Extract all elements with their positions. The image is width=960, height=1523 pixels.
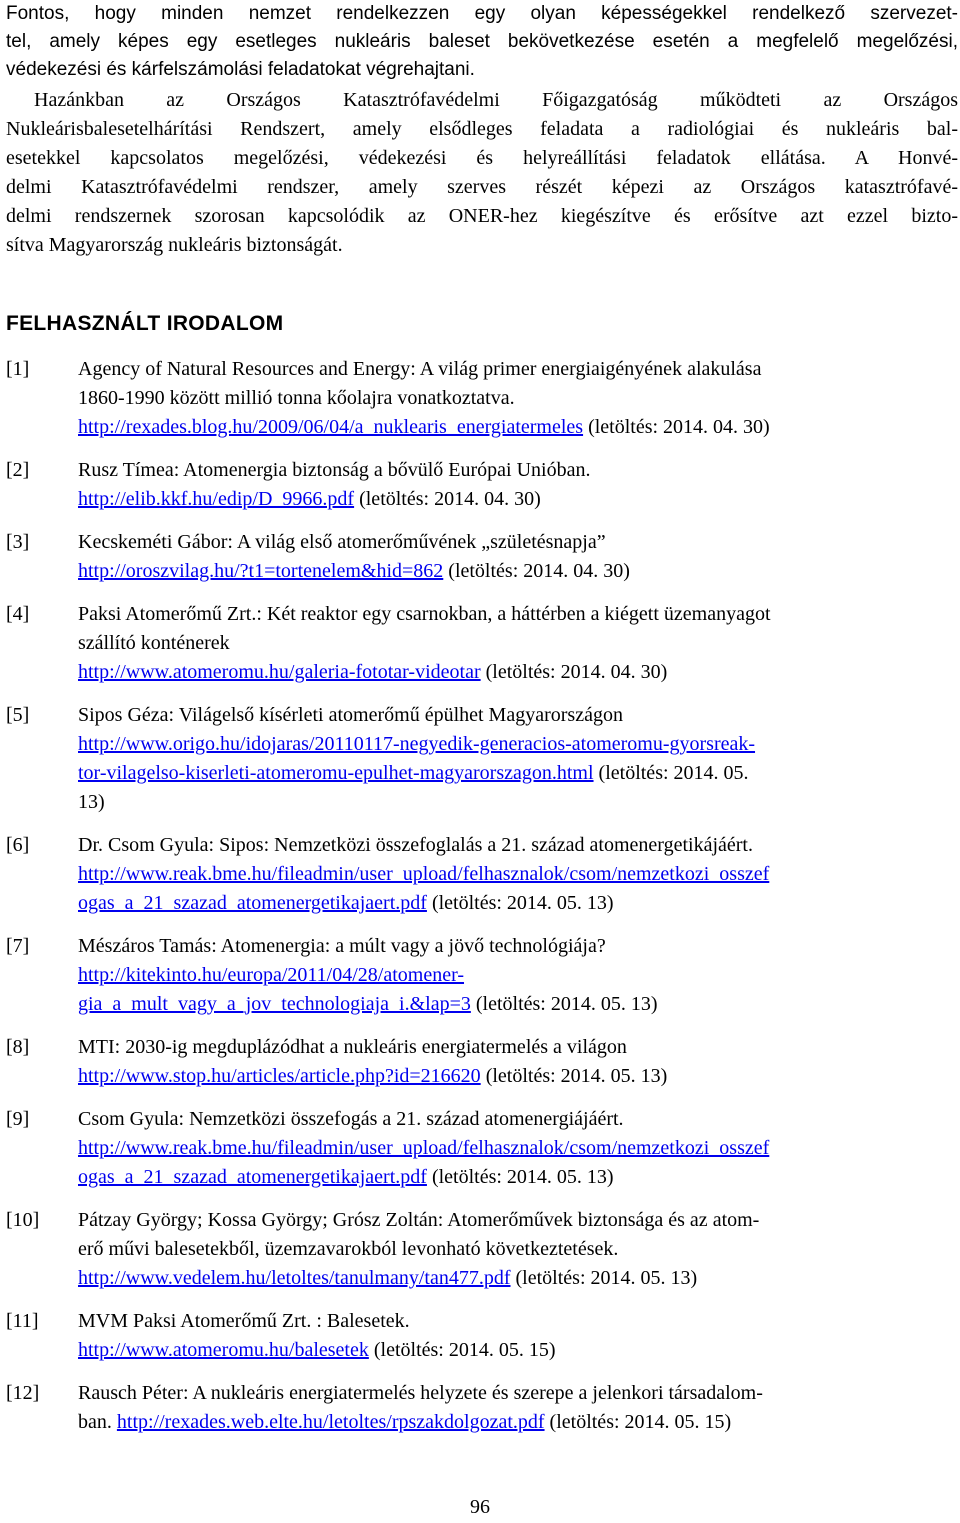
reference-text: szállító konténerek xyxy=(78,632,230,654)
reference-number: [11] xyxy=(6,1310,39,1332)
reference-link[interactable]: http://www.stop.hu/articles/article.php?id=216620 xyxy=(78,1065,481,1087)
reference-text: 1860-1990 között millió tonna kőolajra vonatkoztatva. xyxy=(78,387,515,409)
reference-link[interactable]: http://www.atomeromu.hu/galeria-fototar-videotar xyxy=(78,661,481,683)
reference-text: (letöltés: 2014. 04. 30) xyxy=(354,488,541,510)
reference-text: Paksi Atomerőmű Zrt.: Két reaktor egy csarnokban, a háttérben a kiégett üzemanyagot xyxy=(78,603,771,625)
reference-line xyxy=(78,456,958,485)
reference-link[interactable]: gia_a_mult_vagy_a_jov_technologiaja_i.&lap=3 xyxy=(78,993,471,1015)
paragraph-line: Hazánkban az Országos Katasztrófavédelmi Főigazgatóság működteti az Országos xyxy=(34,89,958,111)
reference-text: (letöltés: 2014. 05. 13) xyxy=(480,1065,668,1087)
reference-line xyxy=(78,384,958,413)
reference-text: (letöltés: 2014. 04. 30) xyxy=(480,661,668,683)
reference-text: Agency of Natural Resources and Energy: A világ primer energiaigényének alakulása xyxy=(78,358,762,380)
paragraph-line: delmi rendszernek szorosan kapcsolódik az ONER-hez kiegészítve és erősítve azt ezzel bizto- xyxy=(6,205,958,227)
reference-item xyxy=(6,1379,958,1437)
reference-number: [4] xyxy=(6,603,30,625)
reference-text: (letöltés: 2014. 04. 30) xyxy=(583,416,770,438)
oner-paragraph xyxy=(6,86,958,260)
reference-body xyxy=(78,932,958,1019)
reference-line xyxy=(78,1062,958,1091)
reference-text: Csom Gyula: Nemzetközi összefogás a 21. század atomenergiájáért. xyxy=(78,1108,624,1130)
reference-body xyxy=(78,1206,958,1293)
page-number: 96 xyxy=(470,1496,490,1518)
reference-line xyxy=(78,485,958,514)
reference-text: ban. xyxy=(78,1411,117,1433)
reference-body xyxy=(78,701,958,817)
reference-line xyxy=(78,1206,958,1235)
reference-text: Kecskeméti Gábor: A világ első atomerőművének „születésnapja” xyxy=(78,531,606,553)
reference-line xyxy=(78,1336,958,1365)
reference-text: (letöltés: 2014. 05. 13) xyxy=(510,1267,698,1289)
reference-text: (letöltés: 2014. 05. 13) xyxy=(426,1166,614,1188)
reference-link[interactable]: http://www.reak.bme.hu/fileadmin/user_upload/felhasznalok/csom/nemzetkozi_osszef xyxy=(78,1137,770,1159)
reference-line xyxy=(78,932,958,961)
reference-body xyxy=(78,1105,958,1192)
reference-link[interactable]: http://www.vedelem.hu/letoltes/tanulmany/tan477.pdf xyxy=(78,1267,511,1289)
reference-line xyxy=(78,557,958,586)
reference-body xyxy=(78,1379,958,1437)
reference-line xyxy=(78,831,958,860)
reference-line xyxy=(78,629,958,658)
reference-link[interactable]: ogas_a_21_szazad_atomenergetikajaert.pdf xyxy=(78,892,427,914)
intro-paragraph xyxy=(6,0,958,84)
reference-text: MTI: 2030-ig megduplázódhat a nukleáris energiatermelés a világon xyxy=(78,1036,627,1058)
reference-link[interactable]: http://oroszvilag.hu/?t1=tortenelem&hid=862 xyxy=(78,560,444,582)
reference-line xyxy=(78,1408,958,1437)
reference-number: [5] xyxy=(6,704,30,726)
reference-number: [2] xyxy=(6,459,30,481)
reference-line xyxy=(78,1163,958,1192)
reference-number: [7] xyxy=(6,935,30,957)
reference-list xyxy=(6,355,958,1451)
reference-body xyxy=(78,1307,958,1365)
reference-link[interactable]: http://rexades.blog.hu/2009/06/04/a_nuklearis_energiatermeles xyxy=(78,416,584,438)
reference-text: Rusz Tímea: Atomenergia biztonság a bővülő Európai Unióban. xyxy=(78,459,591,481)
reference-item xyxy=(6,1206,958,1293)
reference-number: [1] xyxy=(6,358,30,380)
reference-text: Pátzay György; Kossa György; Grósz Zoltán: Atomerőművek biztonsága és az atom- xyxy=(78,1209,760,1231)
reference-text: Dr. Csom Gyula: Sipos: Nemzetközi összefoglalás a 21. század atomenergetikájáért. xyxy=(78,834,753,856)
reference-item xyxy=(6,456,958,514)
reference-item xyxy=(6,701,958,817)
reference-item xyxy=(6,528,958,586)
reference-line xyxy=(78,1379,958,1408)
reference-line xyxy=(78,355,958,384)
paragraph-line: sítva Magyarország nukleáris biztonságát. xyxy=(6,234,343,256)
reference-line xyxy=(78,759,958,788)
reference-line xyxy=(78,961,958,990)
paragraph-line: tel, amely képes egy esetleges nukleáris baleset bekövetkezése esetén a megfelelő megelőzési, xyxy=(6,31,958,52)
reference-body xyxy=(78,528,958,586)
reference-link[interactable]: http://www.atomeromu.hu/balesetek xyxy=(78,1339,369,1361)
reference-number: [9] xyxy=(6,1108,30,1130)
paragraph-line: delmi Katasztrófavédelmi rendszer, amely szerves részét képezi az Országos katasztrófavé- xyxy=(6,176,958,198)
reference-text: (letöltés: 2014. 04. 30) xyxy=(443,560,630,582)
reference-line xyxy=(78,1134,958,1163)
reference-body xyxy=(78,456,958,514)
reference-text: (letöltés: 2014. 05. xyxy=(593,762,749,784)
reference-number: [3] xyxy=(6,531,30,553)
reference-line xyxy=(78,1264,958,1293)
reference-link[interactable]: http://rexades.web.elte.hu/letoltes/rpszakdolgozat.pdf xyxy=(116,1411,545,1433)
paragraph-line: Fontos, hogy minden nemzet rendelkezzen egy olyan képességekkel rendelkező szervezet- xyxy=(6,3,958,24)
reference-link[interactable]: ogas_a_21_szazad_atomenergetikajaert.pdf xyxy=(78,1166,427,1188)
reference-line xyxy=(78,701,958,730)
reference-link[interactable]: http://www.origo.hu/idojaras/20110117-negyedik-generacios-atomeromu-gyorsreak- xyxy=(78,733,756,755)
reference-number: [6] xyxy=(6,834,30,856)
reference-body xyxy=(78,600,958,687)
reference-item xyxy=(6,600,958,687)
reference-link[interactable]: tor-vilagelso-kiserleti-atomeromu-epulhet-magyarorszagon.html xyxy=(78,762,594,784)
reference-text: Sipos Géza: Világelső kísérleti atomerőmű épülhet Magyarországon xyxy=(78,704,623,726)
reference-body xyxy=(78,831,958,918)
reference-text: 13) xyxy=(78,791,105,813)
reference-text: Rausch Péter: A nukleáris energiatermelés helyzete és szerepe a jelenkori társadalom- xyxy=(78,1382,763,1404)
reference-item xyxy=(6,1307,958,1365)
reference-line xyxy=(78,1235,958,1264)
reference-link[interactable]: http://elib.kkf.hu/edip/D_9966.pdf xyxy=(78,488,355,510)
paragraph-line: esetekkel kapcsolatos megelőzési, védekezési és helyreállítási feladatok ellátása. A Honvé- xyxy=(6,147,958,169)
reference-line xyxy=(78,658,958,687)
reference-number: [12] xyxy=(6,1382,40,1404)
reference-line xyxy=(78,528,958,557)
reference-line xyxy=(78,413,958,442)
paragraph-line: Nukleárisbalesetelhárítási Rendszert, amely elsődleges feladata a radiológiai és nukleáris bal- xyxy=(6,118,958,140)
reference-text: MVM Paksi Atomerőmű Zrt. : Balesetek. xyxy=(78,1310,410,1332)
reference-line xyxy=(78,1033,958,1062)
reference-line xyxy=(78,889,958,918)
reference-body xyxy=(78,1033,958,1091)
reference-text: Mészáros Tamás: Atomenergia: a múlt vagy a jövő technológiája? xyxy=(78,935,606,957)
reference-item xyxy=(6,1033,958,1091)
reference-link[interactable]: http://www.reak.bme.hu/fileadmin/user_upload/felhasznalok/csom/nemzetkozi_osszef xyxy=(78,863,770,885)
reference-text: (letöltés: 2014. 05. 13) xyxy=(426,892,614,914)
reference-line xyxy=(78,788,958,817)
reference-item xyxy=(6,831,958,918)
reference-line xyxy=(78,860,958,889)
reference-item xyxy=(6,932,958,1019)
reference-line xyxy=(78,600,958,629)
reference-line xyxy=(78,1105,958,1134)
reference-text: (letöltés: 2014. 05. 15) xyxy=(368,1339,556,1361)
reference-number: [10] xyxy=(6,1209,40,1231)
reference-item xyxy=(6,1105,958,1192)
reference-line xyxy=(78,1307,958,1336)
paragraph-line: védekezési és kárfelszámolási feladatokat végrehajtani. xyxy=(6,59,475,80)
reference-line xyxy=(78,990,958,1019)
reference-text: (letöltés: 2014. 05. 15) xyxy=(544,1411,732,1433)
reference-link[interactable]: http://kitekinto.hu/europa/2011/04/28/atomener- xyxy=(78,964,465,986)
reference-text: (letöltés: 2014. 05. 13) xyxy=(470,993,658,1015)
reference-number: [8] xyxy=(6,1036,30,1058)
reference-text: erő művi balesetekből, üzemzavarokból levonható következtetések. xyxy=(78,1238,619,1260)
reference-item xyxy=(6,355,958,442)
reference-line xyxy=(78,730,958,759)
references-heading: FELHASZNÁLT IRODALOM xyxy=(6,312,284,335)
reference-body xyxy=(78,355,958,442)
